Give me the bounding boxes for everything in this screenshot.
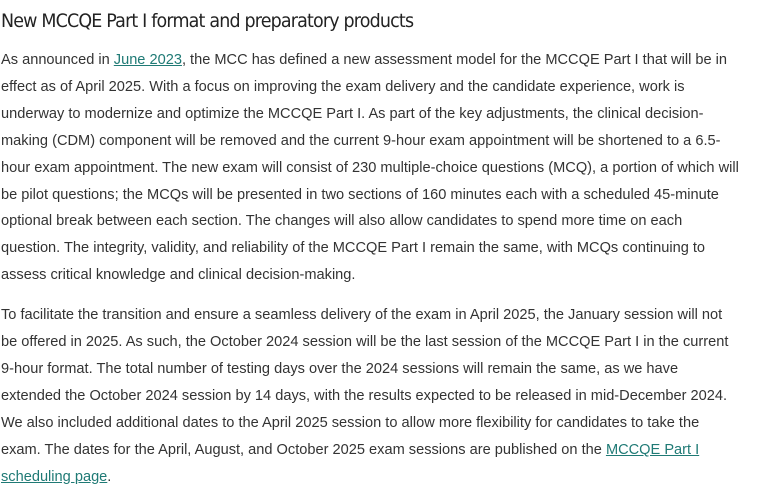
paragraph-1-text-end: , the MCC has defined a new assessment model for the MCCQE Part I that will be in effect as of April 2025. With a focus on improving the exam delivery and the candidate experience, work is underway to modernize and optimize the MCCQE Part I. As part of the key adjustments, the clinical decision-making (CDM) component will be removed and the current 9-hour exam appointment will be shortened to a 6.5-hour exam appointment. The new exam will consist of 230 multiple-choice questions (MCQ), a portion of which will be pilot questions; the MCQs will be presented in two sections of 160 minutes each with a scheduled 45-minute optional break between each section. The changes will also allow candidates to spend more time on each question. The integrity, validity, and reliability of the MCCQE Part I remain the same, with MCQs continuing to assess critical knowledge and clinical decision-making. <box>1 52 739 284</box>
scheduling-page-link[interactable]: MCCQE Part I scheduling page <box>1 441 700 485</box>
paragraph-transition <box>1 302 739 490</box>
article-section <box>1 0 739 491</box>
section-heading: New MCCQE Part I format and preparatory products <box>1 10 414 32</box>
paragraph-assessment-model <box>1 47 739 289</box>
paragraph-1-text-start: As announced in <box>1 52 114 68</box>
paragraph-2-text-start: To facilitate the transition and ensure a seamless delivery of the exam in April 2025, the January session will not be offered in 2025. As such, the October 2024 session will be the last session of the MCCQE Part I in the current 9-hour format. The total number of testing days over the 2024 sessions will remain the same, as we have extended the October 2024 session by 14 days, with the results expected to be released in mid-December 2024. We also included additional dates to the April 2025 session to allow more flexibility for candidates to take the exam. The dates for the April, August, and October 2025 exam sessions are published on the <box>1 307 729 458</box>
june-2023-link[interactable]: June 2023 <box>113 52 182 68</box>
paragraph-2-text-end: . <box>107 468 112 485</box>
